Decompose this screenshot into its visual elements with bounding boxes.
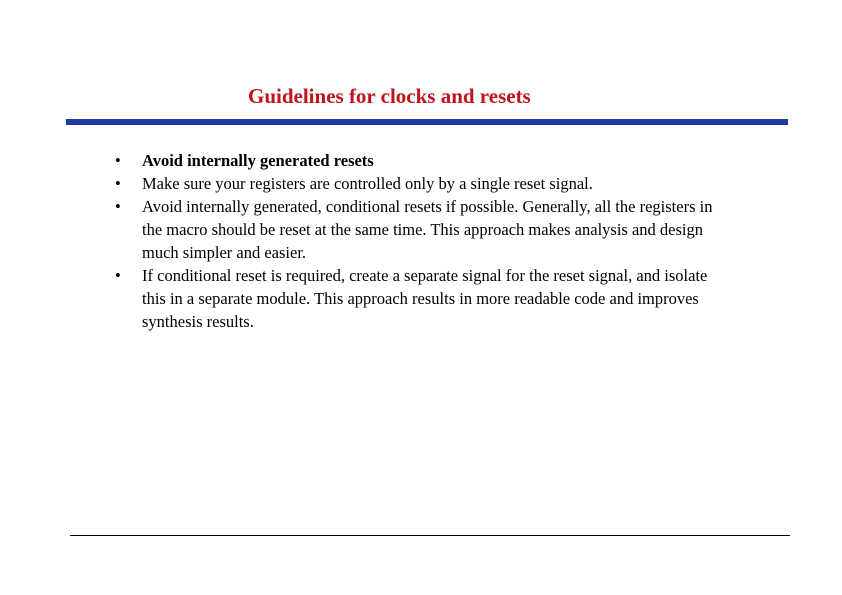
bullet-item-2 xyxy=(115,172,715,195)
bullet-dot-icon: • xyxy=(115,266,121,285)
bullet-item-4 xyxy=(115,264,715,333)
bullet-text-2: Make sure your registers are controlled only by a single reset signal. xyxy=(142,174,593,193)
title-underline-rule xyxy=(66,119,788,125)
slide-title: Guidelines for clocks and resets xyxy=(248,84,531,108)
bullet-dot-icon: • xyxy=(115,151,121,170)
bullet-item-3 xyxy=(115,195,715,264)
bullet-dot-icon: • xyxy=(115,197,121,216)
bullet-item-1 xyxy=(115,149,715,172)
footer-rule xyxy=(70,535,790,536)
bullet-dot-icon: • xyxy=(115,174,121,193)
bullet-text-3: Avoid internally generated, conditional resets if possible. Generally, all the registers in the macro should be reset at the same time. This approach makes analysis and design much simpler and easier. xyxy=(142,197,713,262)
bullet-text-4: If conditional reset is required, create a separate signal for the reset signal, and isolate this in a separate module. This approach results in more readable code and improves synthesis results. xyxy=(142,266,708,331)
bullet-text-1: Avoid internally generated resets xyxy=(142,151,374,170)
bullet-list xyxy=(115,149,715,333)
